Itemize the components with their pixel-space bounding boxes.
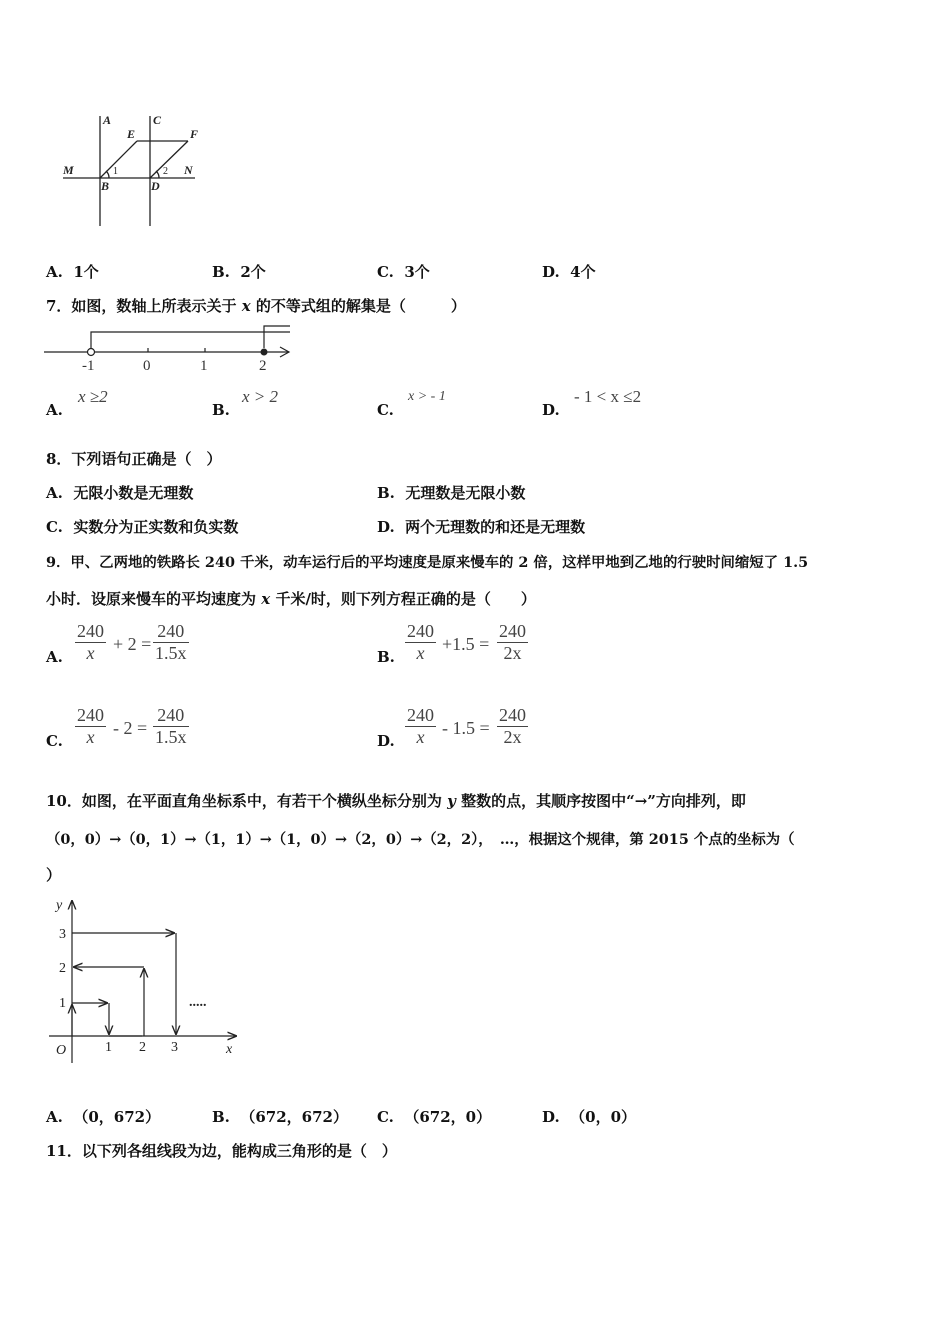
q9-option-b-frac-left: $\frac{240}{x}$ xyxy=(407,621,434,663)
q9-option-c-frac-right: $\frac{240}{1.5x}$ xyxy=(155,705,187,747)
q9-option-a-frac-right: $\frac{240}{1.5x}$ xyxy=(155,621,187,663)
y-tick-label-3: 3 xyxy=(59,927,66,942)
q9-option-b-op: +1.5 = xyxy=(442,634,490,654)
q9-option-a-letter: A. xyxy=(46,648,63,666)
q10-stem-line1: 10．如图，在平面直角坐标系中，有若干个横纵坐标分别为 y 整数的点，其顺序按图中“→”方向排列，即 xyxy=(46,792,746,810)
axis-label-0: 0 xyxy=(143,358,151,374)
solution-bracket-lower xyxy=(91,332,290,348)
label-b: B xyxy=(101,179,110,193)
q8-option-d: D. 两个无理数的和还是无理数 xyxy=(377,518,586,536)
q10-option-a: A. （0，672） xyxy=(46,1108,161,1126)
q10-stem-line3: ） xyxy=(46,866,62,884)
q6-option-b: B. 2个 xyxy=(212,263,266,281)
q9-option-d-frac-right: $\frac{240}{2x}$ xyxy=(499,705,526,747)
q7-option-b-letter: B. xyxy=(212,401,230,419)
label-n: N xyxy=(184,163,193,177)
q9-option-d-op: - 1.5 = xyxy=(442,718,490,738)
q6-option-c: C. 3个 xyxy=(377,263,430,281)
closed-point-2 xyxy=(261,349,268,356)
q9-stem-line2: 小时．设原来慢车的平均速度为 x 千米/时，则下列方程正确的是（ ） xyxy=(46,590,536,608)
x-tick-label-3: 3 xyxy=(171,1040,178,1055)
q6-option-a: A. 1个 xyxy=(46,263,99,281)
q11-stem: 11．以下列各组线段为边，能构成三角形的是（ ） xyxy=(46,1142,397,1160)
q9-option-b-frac-right: $\frac{240}{2x}$ xyxy=(499,621,526,663)
x-tick-label-1: 1 xyxy=(105,1040,112,1055)
axis-label-2: 2 xyxy=(259,358,267,374)
q10-option-d: D. （0，0） xyxy=(542,1108,637,1126)
q7-option-d-letter: D. xyxy=(542,401,560,419)
q9-stem-line1: 9．甲、乙两地的铁路长 240 千米，动车运行后的平均速度是原来慢车的 2 倍，这样甲地到乙地的行驶时间缩短了 1.5 xyxy=(46,554,809,571)
line-df xyxy=(150,141,188,178)
y-tick-label-2: 2 xyxy=(59,961,66,976)
origin-label: O xyxy=(56,1043,67,1058)
angle-2-arc xyxy=(156,171,159,178)
label-a: A xyxy=(103,113,112,127)
q10-stem-line2: （0，0）→（0，1）→（1，1）→（1，0）→（2，0）→（2，2）， …，根据这个规律，第 2015 个点的坐标为（ xyxy=(46,831,795,848)
label-d: D xyxy=(151,179,160,193)
label-e: E xyxy=(127,127,136,141)
continuation-dots: ..... xyxy=(189,995,207,1010)
q7-option-c-math: x > - 1 xyxy=(408,389,446,404)
q9-option-c-frac-left: $\frac{240}{x}$ xyxy=(77,705,104,747)
angle-1-arc xyxy=(106,171,109,178)
open-point-minus-1 xyxy=(88,349,95,356)
coordinate-path-figure xyxy=(44,893,244,1063)
label-angle-1: 1 xyxy=(113,166,118,177)
q8-stem: 8．下列语句正确是（ ） xyxy=(46,450,222,468)
q9-option-c-letter: C. xyxy=(46,732,63,750)
y-axis-label: y xyxy=(56,898,63,913)
q8-option-a: A. 无限小数是无理数 xyxy=(46,484,194,502)
y-tick-label-1: 1 xyxy=(59,996,66,1011)
q9-option-a-op: + 2 = xyxy=(113,634,152,654)
q9-option-c-op: - 2 = xyxy=(113,718,148,738)
q7-option-c-letter: C. xyxy=(377,401,394,419)
parallel-lines-figure xyxy=(55,108,215,230)
q9-option-d-frac-left: $\frac{240}{x}$ xyxy=(407,705,434,747)
solution-bracket-upper xyxy=(264,326,290,348)
x-tick-label-2: 2 xyxy=(139,1040,146,1055)
q7-option-b-math: x > 2 xyxy=(242,387,279,406)
axis-label-minus-1: -1 xyxy=(82,358,95,374)
q8-option-c: C. 实数分为正实数和负实数 xyxy=(46,518,239,536)
label-f: F xyxy=(190,127,199,141)
q7-option-a-letter: A. xyxy=(46,401,63,419)
q10-option-c: C. （672，0） xyxy=(377,1108,492,1126)
q7-stem: 7．如图，数轴上所表示关于 x 的不等式组的解集是（ ） xyxy=(46,297,466,315)
label-c: C xyxy=(153,113,162,127)
number-line-figure xyxy=(44,322,294,376)
label-angle-2: 2 xyxy=(163,166,168,177)
x-axis-label: x xyxy=(226,1042,233,1057)
label-m: M xyxy=(63,163,74,177)
line-be xyxy=(100,141,137,178)
q10-option-b: B. （672，672） xyxy=(212,1108,348,1126)
q9-option-b-letter: B. xyxy=(377,648,395,666)
q8-option-b: B. 无理数是无限小数 xyxy=(377,484,526,502)
q9-option-a-frac-left: $\frac{240}{x}$ xyxy=(77,621,104,663)
q7-option-a-math: x ≥2 xyxy=(78,387,108,406)
q6-option-d: D. 4个 xyxy=(542,263,596,281)
axis-label-1: 1 xyxy=(200,358,208,374)
q7-option-d-math: - 1 < x ≤2 xyxy=(574,387,642,406)
q9-option-d-letter: D. xyxy=(377,732,395,750)
